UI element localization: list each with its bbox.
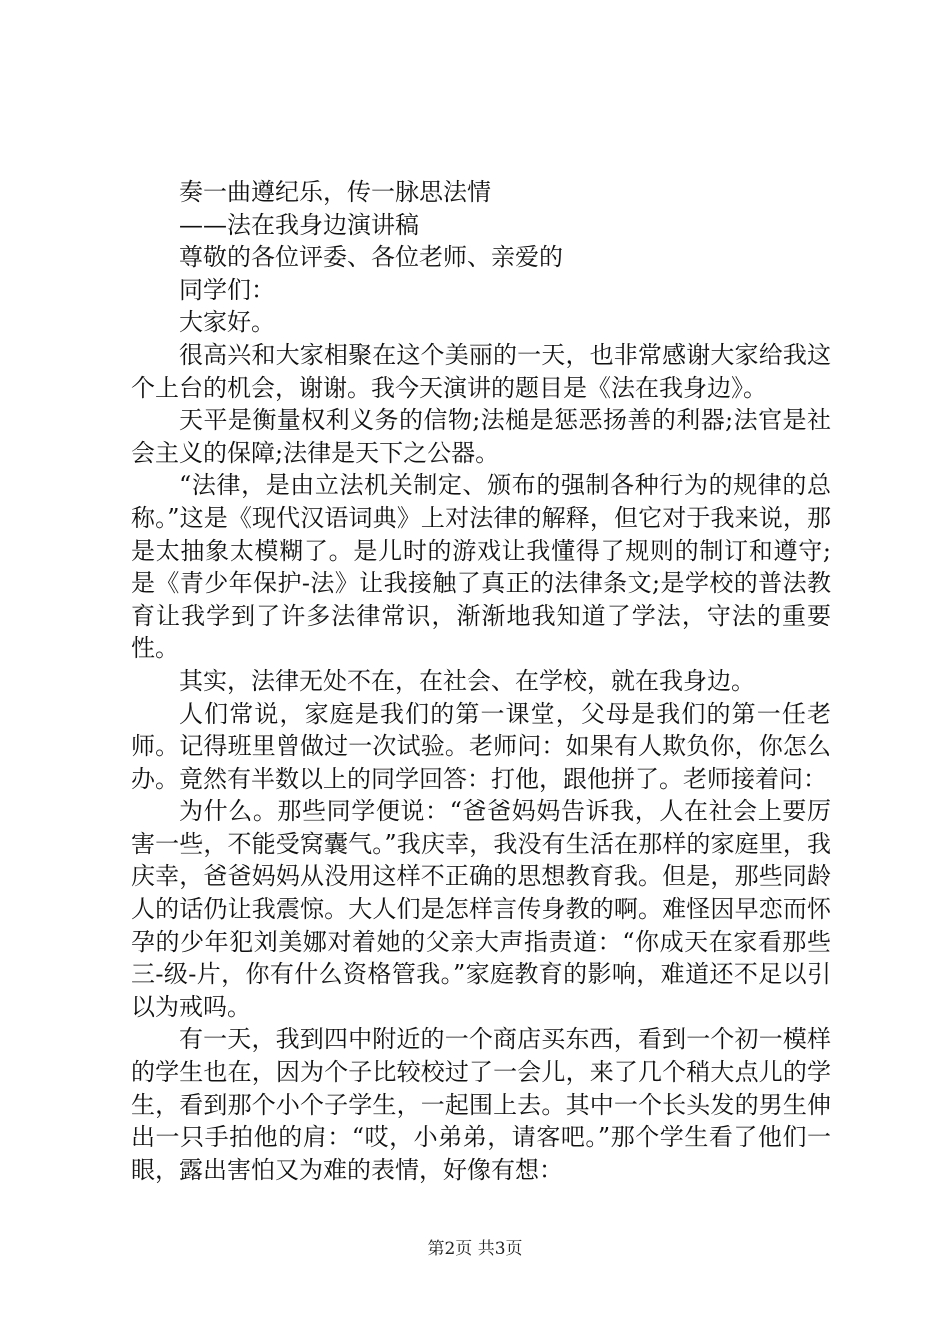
salutation-line-2: 同学们： — [179, 275, 275, 304]
paragraph-everywhere: 其实，法律无处不在，在社会、在学校，就在我身边。 — [179, 666, 755, 695]
document-body — [131, 176, 831, 1186]
greeting: 大家好。 — [179, 308, 275, 337]
paragraph-metaphor: 天平是衡量权利义务的信物;法槌是惩恶扬善的利器;法官是社会主义的保障;法律是天下之公器。 — [131, 406, 831, 467]
salutation-line-1: 尊敬的各位评委、各位老师、亲爱的 — [179, 243, 563, 272]
paragraph-family: 人们常说，家庭是我们的第一课堂，父母是我们的第一任老师。记得班里曾做过一次试验。老师问：如果有人欺负你，你怎么办。竟然有半数以上的同学回答：打他，跟他拼了。老师接着问： — [131, 699, 831, 793]
paragraph-definition: “法律，是由立法机关制定、颁布的强制各种行为的规律的总称。”这是《现代汉语词典》上对法律的解释，但它对于我来说，那是太抽象太模糊了。是儿时的游戏让我懂得了规则的制订和遵守;是《青少年保护-法》让我接触了真正的法律条文;是学校的普法教育让我学到了许多法律常识，渐渐地我知道了学法，守法的重要性。 — [131, 471, 831, 663]
paragraph-why: 为什么。那些同学便说：“爸爸妈妈告诉我，人在社会上要厉害一些，不能受窝囊气。”我庆幸，我没有生活在那样的家庭里，我庆幸，爸爸妈妈从没用这样不正确的思想教育我。但是，那些同龄人的话仍让我震惊。大人们是怎样言传身教的啊。难怪因早恋而怀孕的少年犯刘美娜对着她的父亲大声指责道：“你成天在家看那些三-级-片，你有什么资格管我。”家庭教育的影响，难道还不足以引以为戒吗。 — [131, 797, 831, 1021]
document-title: 奏一曲遵纪乐，传一脉思法情 — [179, 178, 491, 206]
paragraph-intro: 很高兴和大家相聚在这个美丽的一天，也非常感谢大家给我这个上台的机会，谢谢。我今天演讲的题目是《法在我身边》。 — [131, 340, 831, 402]
page-footer: 第2页 共3页 — [427, 1239, 523, 1259]
paragraph-story: 有一天，我到四中附近的一个商店买东西，看到一个初一模样的学生也在，因为个子比较校过了一会儿，来了几个稍大点儿的学生，看到那个小个子学生，一起围上去。其中一个长头发的男生伸出一只手拍他的肩：“哎，小弟弟，请客吧。”那个学生看了他们一眼，露出害怕又为难的表情，好像有想： — [131, 1025, 831, 1184]
document-subtitle: ——法在我身边演讲稿 — [179, 210, 419, 239]
